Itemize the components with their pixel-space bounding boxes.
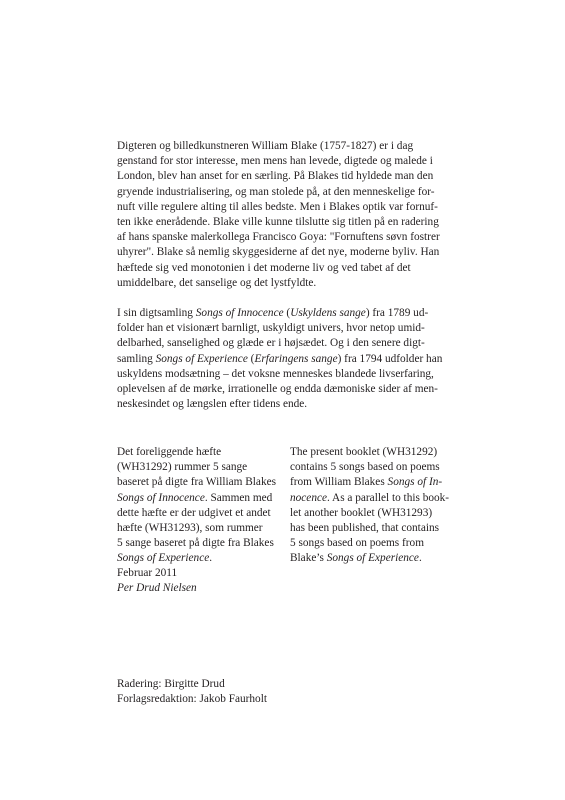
text-line	[290, 551, 455, 566]
text-line: umiddelbare, det sanselige og det lystfyldte.	[117, 276, 317, 289]
book-title: Uskyldens sange	[290, 307, 366, 320]
text-line: ten ikke enerådende. Blake ville kunne tilslutte sig titlen på en radering	[117, 216, 439, 229]
text-run: from William Blakes	[290, 476, 388, 489]
text-run: . As a parallel to this book-	[327, 491, 450, 504]
book-title: nocence	[290, 491, 328, 504]
text-run: .	[209, 552, 213, 565]
book-title: Songs of Experience	[155, 352, 248, 365]
book-title: Erfaringens sange	[254, 352, 338, 365]
text-line: (WH31292) rummer 5 sange	[117, 461, 248, 474]
text-line: oplevelsen af de mørke, irrationelle og endda dæmoniske sider af men-	[117, 383, 438, 396]
text-line: hæfte (WH31293), som rummer	[117, 522, 263, 535]
text-line	[117, 306, 457, 321]
intro-paragraph-1	[117, 139, 457, 291]
text-run: (	[247, 352, 255, 365]
text-line: neskesindet og længslen efter tidens ende.	[117, 398, 308, 411]
text-run: Blake’s	[290, 552, 327, 565]
signature-author: Per Drud Nielsen	[117, 582, 197, 595]
text-line: dette hæfte er der udgivet et andet	[117, 506, 271, 519]
signature	[117, 566, 197, 596]
text-line: gryende industrialisering, og man stolede på, at den menneskelige for-	[117, 185, 435, 198]
text-line	[290, 491, 455, 506]
text-line	[117, 491, 282, 506]
text-line: nuft ville regulere alting til alles bedste. Men i Blakes optik var fornuf-	[117, 200, 438, 213]
text-line: Digteren og billedkunstneren William Blake (1757-1827) er i dag	[117, 140, 414, 152]
text-line: 5 sange baseret på digte fra Blakes	[117, 537, 274, 550]
text-line: let another booklet (WH31293)	[290, 506, 433, 519]
book-title: Songs of Experience	[117, 552, 210, 565]
book-title: Songs of Innocence	[195, 307, 284, 320]
text-line: The present booklet (WH31292)	[290, 446, 438, 458]
credit-etching: Radering: Birgitte Drud	[117, 678, 225, 690]
introduction-text	[117, 139, 457, 427]
text-line: contains 5 songs based on poems	[290, 461, 440, 474]
text-line: hæftede sig ved monotonien i det moderne liv og ved tabet af det	[117, 261, 411, 274]
text-run: I sin digtsamling	[117, 307, 196, 320]
book-title: Songs of Experience	[326, 552, 419, 565]
text-line: folder han et visionært barnligt, uskyldigt univers, hvor netop umid-	[117, 322, 425, 335]
text-line	[117, 551, 282, 566]
text-run: .	[418, 552, 422, 565]
text-line: uskyldens modsætning – det voksne menneskes blandede livserfaring,	[117, 367, 434, 380]
danish-note	[117, 445, 282, 567]
text-run: samling	[117, 352, 156, 365]
credit-editor: Forlagsredaktion: Jakob Faurholt	[117, 693, 267, 706]
text-run: . Sammen med	[204, 491, 273, 504]
text-run: ) fra 1794 udfolder han	[337, 352, 443, 365]
text-line: has been published, that contains	[290, 522, 440, 535]
text-line: baseret på digte fra William Blakes	[117, 476, 277, 489]
text-line: London, blev han anset for en særling. På Blakes tid hyldede man den	[117, 170, 434, 183]
text-run: ) fra 1789 ud-	[365, 307, 429, 320]
text-line: genstand for stor interesse, men mens han levede, digtede og malede i	[117, 155, 433, 168]
intro-paragraph-2	[117, 306, 457, 412]
signature-date: Februar 2011	[117, 567, 178, 579]
text-line: delbarhed, sanselighed og glæde er i højsædet. Og i den senere digt-	[117, 337, 425, 350]
book-title: Songs of In-	[387, 476, 443, 489]
english-note	[290, 445, 455, 567]
credits	[117, 677, 267, 707]
text-line: Det foreliggende hæfte	[117, 446, 222, 458]
text-line: af hans spanske malerkollega Francisco Goya: "Fornuftens søvn fostrer	[117, 231, 440, 244]
book-title: Songs of Innocence	[117, 491, 205, 504]
text-line	[117, 352, 457, 367]
text-line	[290, 475, 455, 490]
text-line: 5 songs based on poems from	[290, 537, 424, 550]
text-line: uhyrer". Blake så nemlig skyggesiderne af det nye, moderne byliv. Han	[117, 246, 440, 259]
text-run: (	[283, 307, 291, 320]
